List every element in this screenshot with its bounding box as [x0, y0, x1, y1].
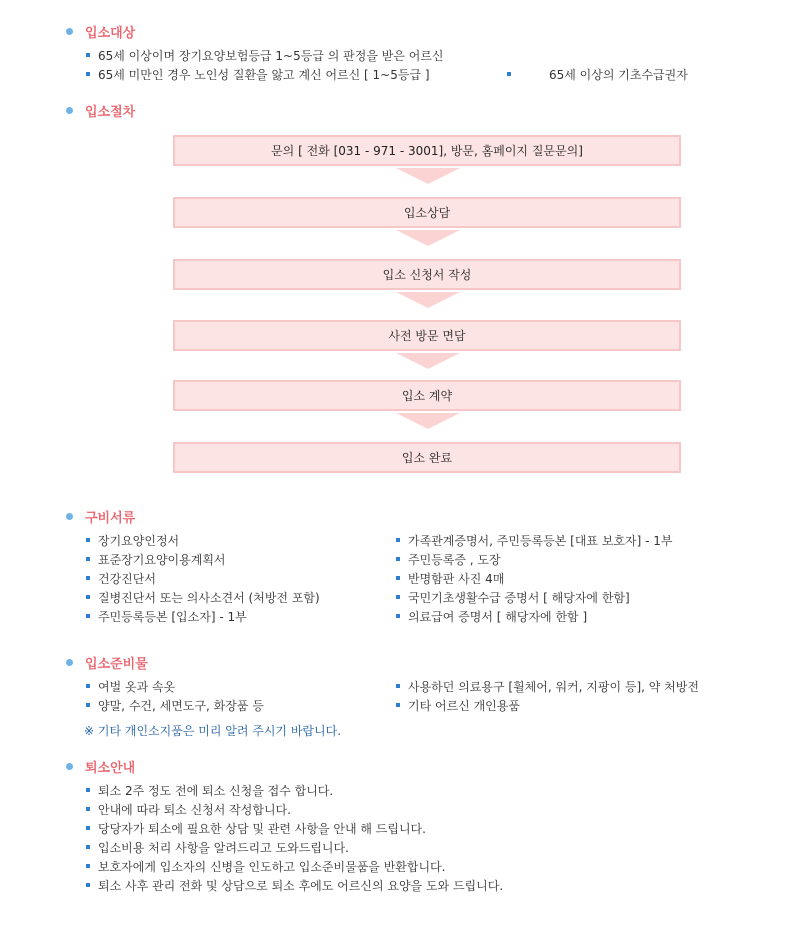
bullet-icon	[86, 557, 90, 561]
list-item: 퇴소 2주 정도 전에 퇴소 신청을 접수 합니다.	[86, 781, 333, 799]
list-item: 반명함판 사진 4매	[396, 569, 504, 587]
list-item: 국민기초생활수급 증명서 [ 해당자에 한함]	[396, 588, 630, 606]
list-item: 65세 이상이며 장기요양보험등급 1~5등급 의 판정을 받은 어르신	[86, 46, 444, 64]
bullet-icon	[86, 864, 90, 868]
bullet-icon	[86, 53, 90, 57]
procedure-step: 입소 신청서 작성	[173, 259, 681, 290]
list-item: 퇴소 사후 관리 전화 및 상담으로 퇴소 후에도 어르신의 요양을 도와 드립니다.	[86, 876, 503, 894]
procedure-step: 사전 방문 면담	[173, 320, 681, 351]
list-item: 보호자에게 입소자의 신병을 인도하고 입소준비물품을 반환합니다.	[86, 857, 445, 875]
procedure-step: 입소 완료	[173, 442, 681, 473]
list-item: 기타 어르신 개인용품	[396, 696, 520, 714]
list-item: 양말, 수건, 세면도구, 화장품 등	[86, 696, 264, 714]
list-item: 질병진단서 또는 의사소견서 (처방전 포함)	[86, 588, 320, 606]
procedure-step: 입소 계약	[173, 380, 681, 411]
bullet-icon	[86, 72, 90, 76]
bullet-icon	[396, 614, 400, 618]
list-item: 의료급여 증명서 [ 해당자에 한함 ]	[396, 607, 587, 625]
down-arrow-icon	[396, 230, 460, 246]
down-arrow-icon	[396, 413, 460, 429]
list-item: 주민등록증 , 도장	[396, 550, 501, 568]
bullet-icon	[86, 883, 90, 887]
list-item: 가족관계증명서, 주민등록등본 [대표 보호자] - 1부	[396, 531, 672, 549]
list-item: 건강진단서	[86, 569, 156, 587]
list-item: 당당자가 퇴소에 필요한 상담 및 관련 사항을 안내 해 드립니다.	[86, 819, 426, 837]
bullet-icon	[86, 845, 90, 849]
bullet-icon	[86, 807, 90, 811]
bullet-icon	[86, 826, 90, 830]
list-item: 65세 미만인 경우 노인성 질환을 앓고 계신 어르신 [ 1~5등급 ]	[86, 65, 430, 83]
bullet-icon	[86, 538, 90, 542]
bullet-icon	[396, 538, 400, 542]
procedure-step: 문의 [ 전화 [031 - 971 - 3001], 방문, 홈페이지 질문문의]	[173, 135, 681, 166]
list-item: 안내에 따라 퇴소 신청서 작성합니다.	[86, 800, 291, 818]
bullet-icon	[86, 576, 90, 580]
discharge-title: 퇴소안내	[85, 760, 136, 776]
heading-bullet-icon	[66, 763, 73, 770]
list-item: 표준장기요양이용계획서	[86, 550, 226, 568]
heading-bullet-icon	[66, 513, 73, 520]
heading-bullet-icon	[66, 659, 73, 666]
bullet-icon	[396, 703, 400, 707]
down-arrow-icon	[396, 353, 460, 369]
eligibility-heading	[66, 22, 135, 40]
bullet-icon	[86, 614, 90, 618]
supplies-note: ※ 기타 개인소지품은 미리 알려 주시기 바랍니다.	[84, 724, 342, 738]
heading-bullet-icon	[66, 107, 73, 114]
documents-heading	[66, 507, 135, 525]
list-item: 입소비용 처리 사항을 알려드리고 도와드립니다.	[86, 838, 349, 856]
supplies-title: 입소준비물	[85, 656, 148, 672]
procedure-heading	[66, 101, 135, 119]
procedure-title: 입소절차	[85, 104, 136, 120]
down-arrow-icon	[396, 292, 460, 308]
heading-bullet-icon	[66, 28, 73, 35]
bullet-icon	[86, 595, 90, 599]
bullet-icon	[396, 684, 400, 688]
bullet-icon	[86, 788, 90, 792]
bullet-icon	[86, 684, 90, 688]
procedure-step: 입소상담	[173, 197, 681, 228]
discharge-heading	[66, 757, 135, 775]
bullet-icon	[86, 703, 90, 707]
bullet-icon	[507, 72, 511, 76]
supplies-heading	[66, 653, 148, 671]
list-item: 65세 이상의 기초수급권자	[507, 65, 688, 83]
bullet-icon	[396, 576, 400, 580]
bullet-icon	[396, 557, 400, 561]
list-item: 장기요양인정서	[86, 531, 179, 549]
eligibility-title: 입소대상	[85, 25, 136, 41]
list-item: 여벌 옷과 속옷	[86, 677, 175, 695]
down-arrow-icon	[396, 168, 460, 184]
list-item: 주민등록등본 [입소자] - 1부	[86, 607, 247, 625]
bullet-icon	[396, 595, 400, 599]
documents-title: 구비서류	[85, 510, 136, 526]
list-item: 사용하던 의료용구 [휠체어, 워커, 지팡이 등], 약 처방전	[396, 677, 699, 695]
